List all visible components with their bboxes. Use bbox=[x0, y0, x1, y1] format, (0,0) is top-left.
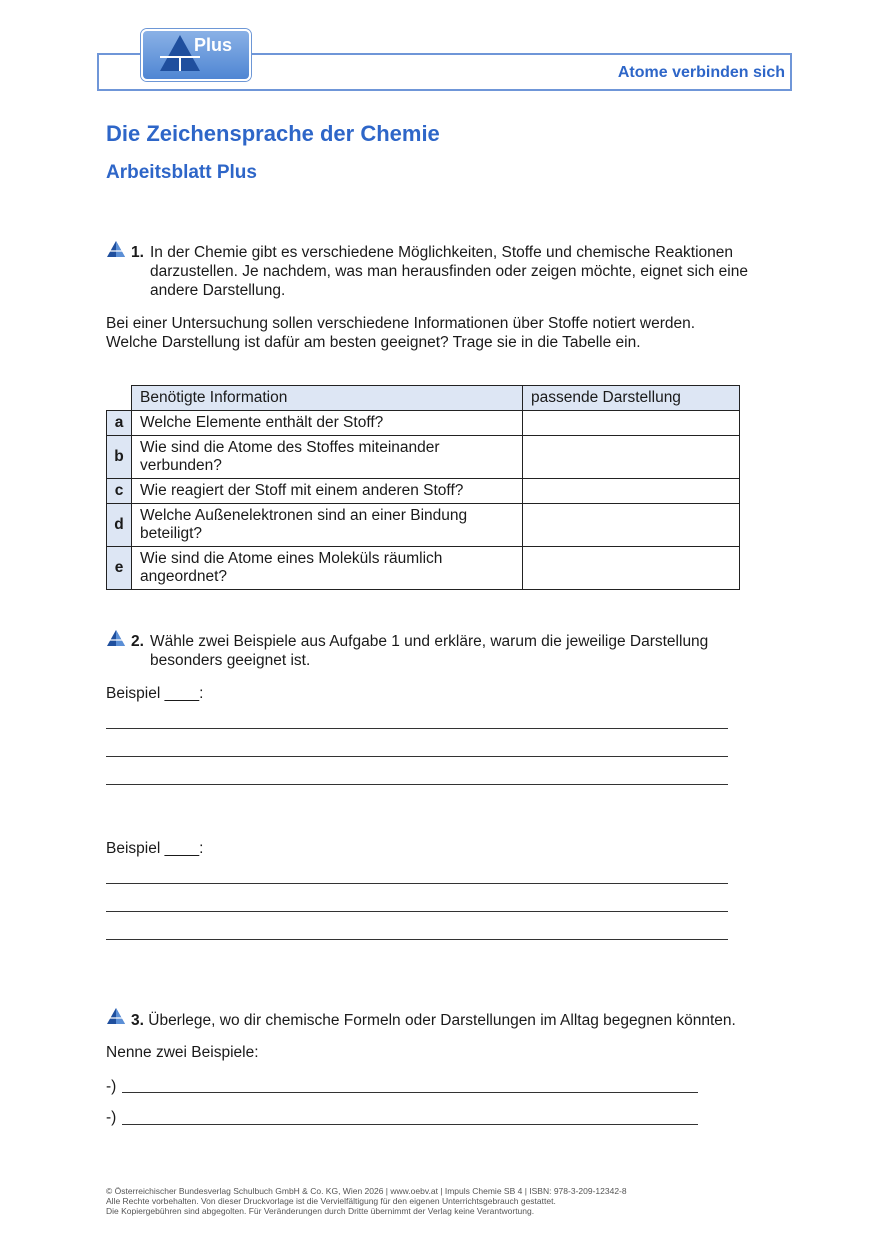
answer-cell[interactable] bbox=[523, 436, 740, 479]
row-info: Wie sind die Atome des Stoffes miteinander verbunden? bbox=[132, 436, 523, 479]
task1-text: In der Chemie gibt es verschiedene Möglichkeiten, Stoffe und chemische Reaktionen darzustellen. Je nachdem, was man herausfinden oder zeigen möchte, eignet sich eine andere Darstellung. bbox=[150, 244, 748, 299]
table-row bbox=[107, 547, 740, 590]
row-letter: d bbox=[107, 504, 132, 547]
table-header-answer: passende Darstellung bbox=[523, 386, 740, 411]
answer-line[interactable] bbox=[106, 883, 728, 884]
answer-line[interactable] bbox=[106, 939, 728, 940]
answer-line[interactable] bbox=[106, 784, 728, 785]
row-info: Welche Elemente enthält der Stoff? bbox=[132, 411, 523, 436]
bullet-marker: -) bbox=[106, 1109, 117, 1126]
table-header-info: Benötigte Information bbox=[132, 386, 523, 411]
task-pyramid-icon bbox=[106, 629, 126, 647]
answer-line[interactable] bbox=[106, 728, 728, 729]
table-row bbox=[107, 436, 740, 479]
page-title: Die Zeichensprache der Chemie bbox=[106, 121, 440, 146]
page-subtitle: Arbeitsblatt Plus bbox=[106, 162, 257, 183]
info-table bbox=[106, 385, 740, 590]
row-letter: e bbox=[107, 547, 132, 590]
example-label: Beispiel ____: bbox=[106, 840, 204, 857]
table-row bbox=[107, 504, 740, 547]
answer-cell[interactable] bbox=[523, 504, 740, 547]
answer-line[interactable] bbox=[106, 756, 728, 757]
task-pyramid-icon bbox=[106, 240, 126, 258]
table-corner-cell bbox=[107, 386, 132, 411]
answer-line[interactable] bbox=[122, 1124, 698, 1125]
task2-number: 2. bbox=[131, 633, 144, 650]
task1-number: 1. bbox=[131, 244, 144, 261]
task-pyramid-icon bbox=[106, 1007, 126, 1025]
answer-line[interactable] bbox=[106, 911, 728, 912]
logo-text: Plus bbox=[194, 35, 233, 55]
answer-cell[interactable] bbox=[523, 411, 740, 436]
bullet-marker: -) bbox=[106, 1078, 117, 1095]
row-info: Wie sind die Atome eines Moleküls räumlich angeordnet? bbox=[132, 547, 523, 590]
row-letter: b bbox=[107, 436, 132, 479]
copyright-footer: © Österreichischer Bundesverlag Schulbuch GmbH & Co. KG, Wien 2026 | www.oebv.at | Impuls Chemie SB 4 | ISBN: 978-3-209-12342-8 Alle Rechte vorbehalten. Von dieser Druckvorlage ist die Vervielfältigung für den eigenen Unterrichtsgebrauch gestattet. Die Kopiergebühren sind abgegolten. Für Veränderungen durch Dritte übernimmt der Verlag keine Verantwortung. bbox=[106, 1186, 627, 1216]
table-row bbox=[107, 479, 740, 504]
task3-text: 3. Überlege, wo dir chemische Formeln oder Darstellungen im Alltag begegnen könnten. bbox=[131, 1012, 736, 1029]
answer-cell[interactable] bbox=[523, 547, 740, 590]
task2-text: Wähle zwei Beispiele aus Aufgabe 1 und erkläre, warum die jeweilige Darstellung besonders geeignet ist. bbox=[150, 633, 709, 669]
table-header-row bbox=[107, 386, 740, 411]
task1-instruction: Bei einer Untersuchung sollen verschiedene Informationen über Stoffe notiert werden. Welche Darstellung ist dafür am besten geeignet? Trage sie in die Tabelle ein. bbox=[106, 315, 696, 351]
row-info: Welche Außenelektronen sind an einer Bindung beteiligt? bbox=[132, 504, 523, 547]
row-letter: a bbox=[107, 411, 132, 436]
answer-line[interactable] bbox=[122, 1092, 698, 1093]
answer-cell[interactable] bbox=[523, 479, 740, 504]
example-label: Beispiel ____: bbox=[106, 685, 204, 702]
task3-prompt: Nenne zwei Beispiele: bbox=[106, 1044, 259, 1061]
table-row bbox=[107, 411, 740, 436]
header-subject: Atome verbinden sich bbox=[617, 64, 785, 81]
row-info: Wie reagiert der Stoff mit einem anderen Stoff? bbox=[132, 479, 523, 504]
row-letter: c bbox=[107, 479, 132, 504]
